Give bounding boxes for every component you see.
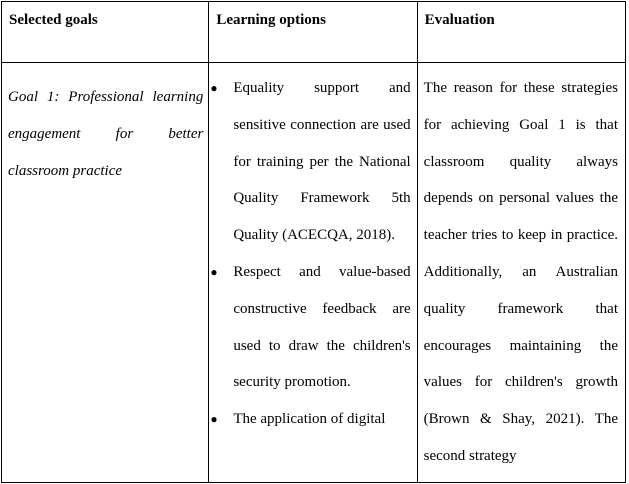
goal-row <box>2 63 626 483</box>
list-item <box>209 254 410 401</box>
list-item <box>209 70 410 254</box>
goal-cell <box>2 63 209 483</box>
options-list <box>209 63 416 438</box>
option-text: Respect and value-based constructive feedback are used to draw the children's security promotion. <box>233 263 411 391</box>
header-learning-options: Learning options <box>209 2 417 63</box>
evaluation-cell <box>417 63 625 483</box>
header-row <box>2 2 626 63</box>
bullet-icon: ● <box>210 412 218 427</box>
options-cell <box>209 63 417 483</box>
option-text: Equality support and sensitive connection are used for training per the National Quality Framework 5th Quality (ACECQA, 2018). <box>233 80 411 244</box>
list-item <box>209 401 410 438</box>
goal-text: Goal 1: Professional learning engagement for better classroom practice <box>8 89 204 179</box>
header-evaluation: Evaluation <box>417 2 625 63</box>
evaluation-text: The reason for these strategies for achieving Goal 1 is that classroom quality always depends on personal values the teacher tries to keep in practice. Additionally, an Australian quality framework that encourages maintaining the values for children's growth (Brown & Shay, 2021). The second strategy <box>423 80 618 464</box>
option-text: The application of digital <box>233 411 386 428</box>
bullet-icon: ● <box>210 81 218 95</box>
bullet-icon: ● <box>210 264 218 279</box>
header-selected-goals: Selected goals <box>2 2 209 63</box>
goals-table <box>1 1 626 483</box>
